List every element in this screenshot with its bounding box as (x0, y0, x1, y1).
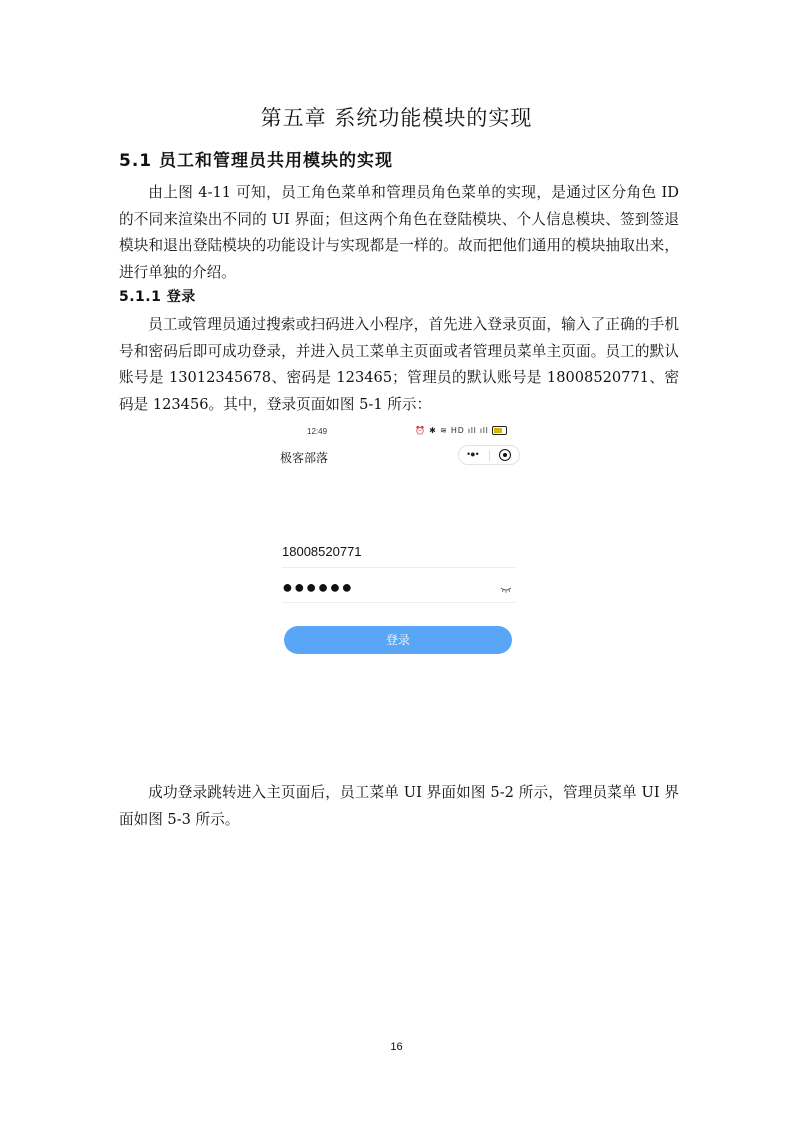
section-title: 5.1 员工和管理员共用模块的实现 (119, 151, 394, 171)
login-button[interactable]: 登录 (284, 626, 512, 654)
capsule-separator (489, 450, 490, 461)
after-login-paragraph: 成功登录跳转进入主页面后，员工菜单 UI 界面如图 5-2 所示，管理员菜单 UI 界面如图 5-3 所示。 (119, 784, 679, 828)
more-dots-icon[interactable]: •●• (467, 449, 479, 459)
battery-icon (492, 426, 507, 435)
status-bar (272, 425, 526, 439)
intro-paragraph: 由上图 4-11 可知，员工角色菜单和管理员角色菜单的实现，是通过区分角色 ID 的不同来渲染出不同的 UI 界面；但这两个角色在登陆模块、个人信息模块、签到签退模块和退出登陆模块的功能设计与实现都是一样的。故而把他们通用的模块抽取出来，进行单独的介绍。 (119, 184, 679, 281)
password-input[interactable]: ●●●●●● (282, 577, 354, 597)
subsection-title: 5.1.1 登录 (119, 289, 196, 305)
status-time: 12:49 (307, 427, 328, 436)
page-number: 16 (390, 1041, 403, 1053)
mini-program-capsule (458, 445, 520, 465)
phone-input[interactable]: 18008520771 (282, 544, 362, 559)
chapter-title: 第五章 系统功能模块的实现 (260, 106, 533, 130)
app-title: 极客部落 (280, 451, 329, 465)
password-input-underline (282, 602, 516, 603)
login-description-paragraph: 员工或管理员通过搜索或扫码进入小程序，首先进入登录页面，输入了正确的手机号和密码后即可成功登录，并进入员工菜单主页面或者管理员菜单主页面。员工的默认账号是 13012345678、密码是 123465；管理员的默认账号是 18008520771、密码是 123456。其中，登录页面如图 5-1 所示： (119, 316, 679, 413)
close-circle-icon[interactable] (499, 449, 511, 461)
login-page-figure (272, 423, 526, 673)
phone-input-underline (282, 567, 516, 568)
eye-closed-icon[interactable] (500, 587, 512, 593)
status-icons (415, 426, 507, 435)
status-icon-glyphs: ⏰ ✱ ≋ HD ıll ıll (415, 426, 489, 435)
